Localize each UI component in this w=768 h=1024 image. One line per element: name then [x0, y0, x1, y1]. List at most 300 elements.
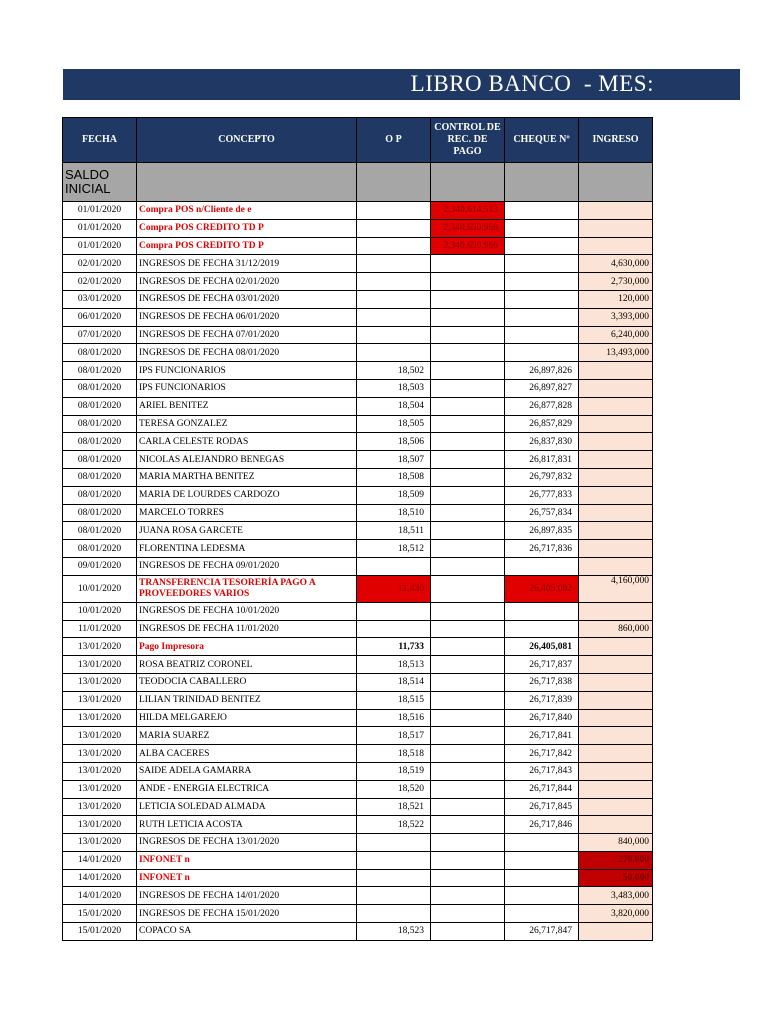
- cell-op: 18,506: [357, 433, 431, 451]
- cell-fecha: 14/01/2020: [63, 851, 137, 869]
- cell-control: [431, 433, 505, 451]
- cell-op: 18,504: [357, 397, 431, 415]
- cell-op: 18,514: [357, 673, 431, 691]
- cell-ingreso: [579, 727, 653, 745]
- cell-ingreso: [579, 202, 653, 220]
- cell-fecha: 01/01/2020: [63, 202, 137, 220]
- cell-ingreso: [579, 638, 653, 656]
- table-row: [63, 557, 653, 575]
- header-control: CONTROL DE REC. DE PAGO: [431, 118, 505, 163]
- cell-ingreso: 3,393,000: [579, 308, 653, 326]
- title-bar: [63, 69, 740, 100]
- cell-cheque: 26,405,081: [505, 638, 579, 656]
- cell-control: [431, 851, 505, 869]
- cell-cheque: 26,817,831: [505, 451, 579, 469]
- cell-op: 18,507: [357, 451, 431, 469]
- table-row: [63, 887, 653, 905]
- saldo-cell: [431, 163, 505, 202]
- cell-control: 2,340,630,966: [431, 237, 505, 255]
- table-row: [63, 905, 653, 923]
- cell-concepto: SAIDE ADELA GAMARRA: [137, 762, 357, 780]
- cell-fecha: 15/01/2020: [63, 905, 137, 923]
- cell-op: 18,519: [357, 762, 431, 780]
- cell-fecha: 13/01/2020: [63, 816, 137, 834]
- cell-concepto: TEODOCIA CABALLERO: [137, 673, 357, 691]
- cell-concepto: JUANA ROSA GARCETE: [137, 522, 357, 540]
- cell-control: [431, 486, 505, 504]
- cell-control: [431, 798, 505, 816]
- cell-concepto: INGRESOS DE FECHA 06/01/2020: [137, 308, 357, 326]
- cell-concepto: INGRESOS DE FECHA 03/01/2020: [137, 290, 357, 308]
- table-row: [63, 727, 653, 745]
- cell-concepto: ALBA CACERES: [137, 745, 357, 763]
- cell-concepto: IPS FUNCIONARIOS: [137, 362, 357, 380]
- cell-ingreso: [579, 379, 653, 397]
- cell-op: 18,523: [357, 923, 431, 941]
- cell-control: [431, 869, 505, 887]
- table-row: [63, 202, 653, 220]
- cell-cheque: 26,405,082: [505, 575, 579, 602]
- cell-fecha: 08/01/2020: [63, 362, 137, 380]
- table-row: [63, 869, 653, 887]
- cell-cheque: 26,717,844: [505, 780, 579, 798]
- cell-concepto: TRANSFERENCIA TESORERÍA PAGO A PROVEEDORES VARIOS: [137, 575, 357, 602]
- cell-ingreso: [579, 237, 653, 255]
- cell-op: [357, 237, 431, 255]
- cell-op: 18,513: [357, 656, 431, 674]
- cell-cheque: 26,857,829: [505, 415, 579, 433]
- cell-cheque: [505, 905, 579, 923]
- cell-concepto: INGRESOS DE FECHA 08/01/2020: [137, 344, 357, 362]
- cell-fecha: 08/01/2020: [63, 540, 137, 558]
- cell-cheque: 26,877,828: [505, 397, 579, 415]
- cell-control: [431, 273, 505, 291]
- table-row: [63, 656, 653, 674]
- cell-fecha: 13/01/2020: [63, 709, 137, 727]
- cell-concepto: INGRESOS DE FECHA 11/01/2020: [137, 620, 357, 638]
- cell-control: [431, 540, 505, 558]
- cell-control: [431, 923, 505, 941]
- cell-op: 18,502: [357, 362, 431, 380]
- table-row: [63, 255, 653, 273]
- table-row: [63, 834, 653, 852]
- cell-ingreso: 13,493,000: [579, 344, 653, 362]
- table-row: [63, 433, 653, 451]
- cell-control: 2,340,614,513: [431, 202, 505, 220]
- cell-concepto: FLORENTINA LEDESMA: [137, 540, 357, 558]
- table-row: [63, 673, 653, 691]
- cell-control: 2,340,630,958: [431, 219, 505, 237]
- cell-cheque: [505, 869, 579, 887]
- cell-op: [357, 202, 431, 220]
- cell-op: [357, 869, 431, 887]
- cell-op: 18,509: [357, 486, 431, 504]
- cell-control: [431, 638, 505, 656]
- cell-fecha: 10/01/2020: [63, 602, 137, 620]
- cell-control: [431, 691, 505, 709]
- table-row: [63, 504, 653, 522]
- cell-cheque: 26,837,830: [505, 433, 579, 451]
- cell-op: 18,510: [357, 504, 431, 522]
- cell-cheque: 26,797,832: [505, 468, 579, 486]
- cell-concepto: MARIA MARTHA BENITEZ: [137, 468, 357, 486]
- cell-cheque: 26,717,847: [505, 923, 579, 941]
- cell-concepto: INGRESOS DE FECHA 02/01/2020: [137, 273, 357, 291]
- cell-control: [431, 255, 505, 273]
- cell-op: 18,517: [357, 727, 431, 745]
- cell-ingreso: 3,483,000: [579, 887, 653, 905]
- cell-op: [357, 255, 431, 273]
- cell-ingreso: [579, 709, 653, 727]
- cell-op: [357, 344, 431, 362]
- cell-cheque: [505, 851, 579, 869]
- table-row: [63, 379, 653, 397]
- cell-fecha: 08/01/2020: [63, 379, 137, 397]
- cell-concepto: INFONET n: [137, 869, 357, 887]
- cell-control: [431, 379, 505, 397]
- cell-cheque: [505, 255, 579, 273]
- cell-concepto: RUTH LETICIA ACOSTA: [137, 816, 357, 834]
- cell-cheque: 26,717,842: [505, 745, 579, 763]
- cell-fecha: 13/01/2020: [63, 727, 137, 745]
- cell-op: 18,511: [357, 522, 431, 540]
- cell-concepto: COPACO SA: [137, 923, 357, 941]
- cell-ingreso: [579, 415, 653, 433]
- cell-control: [431, 602, 505, 620]
- cell-ingreso: 270,000: [579, 851, 653, 869]
- header-op: O P: [357, 118, 431, 163]
- cell-ingreso: 3,820,000: [579, 905, 653, 923]
- cell-concepto: Compra POS n/Cliente de e: [137, 202, 357, 220]
- cell-fecha: 09/01/2020: [63, 557, 137, 575]
- cell-cheque: 26,717,837: [505, 656, 579, 674]
- table-row: [63, 691, 653, 709]
- cell-op: [357, 557, 431, 575]
- ledger-body: [63, 163, 653, 941]
- cell-op: 18,503: [357, 379, 431, 397]
- cell-fecha: 06/01/2020: [63, 308, 137, 326]
- cell-concepto: HILDA MELGAREJO: [137, 709, 357, 727]
- cell-fecha: 08/01/2020: [63, 397, 137, 415]
- ledger-table: [62, 117, 653, 941]
- cell-op: [357, 308, 431, 326]
- table-row: [63, 468, 653, 486]
- cell-ingreso: [579, 433, 653, 451]
- table-row: [63, 486, 653, 504]
- cell-cheque: [505, 887, 579, 905]
- header-ingreso: INGRESO: [579, 118, 653, 163]
- table-row: [63, 620, 653, 638]
- cell-op: 18,522: [357, 816, 431, 834]
- table-row: [63, 745, 653, 763]
- header-fecha: FECHA: [63, 118, 137, 163]
- cell-op: 11,430: [357, 575, 431, 602]
- cell-fecha: 13/01/2020: [63, 762, 137, 780]
- cell-cheque: 26,717,845: [505, 798, 579, 816]
- cell-cheque: [505, 620, 579, 638]
- cell-fecha: 13/01/2020: [63, 691, 137, 709]
- cell-control: [431, 522, 505, 540]
- cell-concepto: TERESA GONZALEZ: [137, 415, 357, 433]
- cell-control: [431, 362, 505, 380]
- cell-concepto: INGRESOS DE FECHA 14/01/2020: [137, 887, 357, 905]
- table-row: [63, 798, 653, 816]
- table-row: [63, 638, 653, 656]
- cell-cheque: 26,777,833: [505, 486, 579, 504]
- cell-control: [431, 656, 505, 674]
- cell-control: [431, 468, 505, 486]
- cell-control: [431, 887, 505, 905]
- cell-fecha: 08/01/2020: [63, 486, 137, 504]
- cell-control: [431, 834, 505, 852]
- table-row: [63, 415, 653, 433]
- cell-fecha: 08/01/2020: [63, 522, 137, 540]
- cell-ingreso: [579, 816, 653, 834]
- cell-ingreso: 4,630,000: [579, 255, 653, 273]
- table-row: [63, 397, 653, 415]
- cell-concepto: Pago Impresora: [137, 638, 357, 656]
- cell-cheque: [505, 237, 579, 255]
- cell-op: [357, 602, 431, 620]
- cell-cheque: 26,717,839: [505, 691, 579, 709]
- cell-concepto: MARIA DE LOURDES CARDOZO: [137, 486, 357, 504]
- cell-ingreso: 4,160,000: [579, 575, 653, 602]
- cell-ingreso: 2,730,000: [579, 273, 653, 291]
- table-row: [63, 290, 653, 308]
- cell-cheque: [505, 219, 579, 237]
- cell-fecha: 02/01/2020: [63, 255, 137, 273]
- cell-op: 18,516: [357, 709, 431, 727]
- table-row: [63, 709, 653, 727]
- cell-concepto: MARIA SUAREZ: [137, 727, 357, 745]
- cell-op: [357, 290, 431, 308]
- table-row: [63, 575, 653, 602]
- cell-ingreso: [579, 557, 653, 575]
- cell-ingreso: [579, 486, 653, 504]
- cell-op: 18,515: [357, 691, 431, 709]
- cell-fecha: 13/01/2020: [63, 638, 137, 656]
- cell-fecha: 13/01/2020: [63, 780, 137, 798]
- cell-ingreso: [579, 504, 653, 522]
- table-row: [63, 273, 653, 291]
- cell-cheque: 26,897,835: [505, 522, 579, 540]
- cell-fecha: 08/01/2020: [63, 415, 137, 433]
- cell-ingreso: [579, 468, 653, 486]
- cell-concepto: INGRESOS DE FECHA 31/12/2019: [137, 255, 357, 273]
- cell-control: [431, 816, 505, 834]
- cell-fecha: 08/01/2020: [63, 504, 137, 522]
- cell-control: [431, 557, 505, 575]
- cell-ingreso: 860,000: [579, 620, 653, 638]
- saldo-cell: [137, 163, 357, 202]
- cell-cheque: 26,897,827: [505, 379, 579, 397]
- cell-fecha: 10/01/2020: [63, 575, 137, 602]
- cell-fecha: 08/01/2020: [63, 468, 137, 486]
- cell-op: 18,512: [357, 540, 431, 558]
- cell-op: 18,520: [357, 780, 431, 798]
- header-cheque: CHEQUE Nº: [505, 118, 579, 163]
- cell-concepto: ANDE - ENERGIA ELECTRICA: [137, 780, 357, 798]
- cell-op: [357, 620, 431, 638]
- cell-op: [357, 834, 431, 852]
- cell-ingreso: [579, 397, 653, 415]
- cell-cheque: 26,717,838: [505, 673, 579, 691]
- cell-concepto: INGRESOS DE FECHA 07/01/2020: [137, 326, 357, 344]
- cell-ingreso: [579, 798, 653, 816]
- cell-fecha: 14/01/2020: [63, 869, 137, 887]
- cell-op: [357, 326, 431, 344]
- cell-ingreso: 120,000: [579, 290, 653, 308]
- table-row: [63, 816, 653, 834]
- cell-fecha: 15/01/2020: [63, 923, 137, 941]
- cell-cheque: [505, 202, 579, 220]
- cell-ingreso: [579, 656, 653, 674]
- cell-fecha: 13/01/2020: [63, 656, 137, 674]
- cell-cheque: 26,717,836: [505, 540, 579, 558]
- cell-cheque: 26,717,840: [505, 709, 579, 727]
- table-row: [63, 923, 653, 941]
- cell-ingreso: [579, 362, 653, 380]
- cell-ingreso: [579, 602, 653, 620]
- table-row: [63, 344, 653, 362]
- cell-fecha: 13/01/2020: [63, 834, 137, 852]
- cell-ingreso: [579, 745, 653, 763]
- cell-cheque: [505, 326, 579, 344]
- cell-cheque: [505, 273, 579, 291]
- cell-op: [357, 219, 431, 237]
- cell-control: [431, 727, 505, 745]
- cell-ingreso: [579, 451, 653, 469]
- cell-ingreso: [579, 780, 653, 798]
- table-row: [63, 362, 653, 380]
- cell-control: [431, 745, 505, 763]
- cell-concepto: Compra POS CREDITO TD P: [137, 237, 357, 255]
- cell-control: [431, 308, 505, 326]
- cell-control: [431, 709, 505, 727]
- table-row: [63, 851, 653, 869]
- cell-ingreso: [579, 219, 653, 237]
- cell-control: [431, 504, 505, 522]
- table-row: [63, 308, 653, 326]
- cell-op: [357, 905, 431, 923]
- cell-cheque: [505, 290, 579, 308]
- cell-control: [431, 620, 505, 638]
- table-row: [63, 780, 653, 798]
- cell-cheque: 26,717,841: [505, 727, 579, 745]
- cell-concepto: LETICIA SOLEDAD ALMADA: [137, 798, 357, 816]
- saldo-cell: [357, 163, 431, 202]
- cell-cheque: [505, 834, 579, 852]
- cell-op: 18,521: [357, 798, 431, 816]
- cell-cheque: [505, 557, 579, 575]
- cell-ingreso: [579, 540, 653, 558]
- cell-ingreso: [579, 762, 653, 780]
- cell-concepto: NICOLAS ALEJANDRO BENEGAS: [137, 451, 357, 469]
- cell-op: [357, 887, 431, 905]
- cell-ingreso: [579, 673, 653, 691]
- cell-control: [431, 762, 505, 780]
- cell-cheque: 26,757,834: [505, 504, 579, 522]
- cell-concepto: MARCELO TORRES: [137, 504, 357, 522]
- saldo-inicial-row: [63, 163, 653, 202]
- cell-ingreso: [579, 923, 653, 941]
- cell-concepto: LILIAN TRINIDAD BENITEZ: [137, 691, 357, 709]
- cell-op: [357, 273, 431, 291]
- table-row: [63, 602, 653, 620]
- cell-control: [431, 326, 505, 344]
- cell-ingreso: [579, 522, 653, 540]
- cell-concepto: Compra POS CREDITO TD P: [137, 219, 357, 237]
- cell-concepto: INFONET n: [137, 851, 357, 869]
- table-row: [63, 762, 653, 780]
- cell-fecha: 13/01/2020: [63, 745, 137, 763]
- cell-concepto: INGRESOS DE FECHA 15/01/2020: [137, 905, 357, 923]
- cell-fecha: 11/01/2020: [63, 620, 137, 638]
- cell-ingreso: [579, 691, 653, 709]
- cell-ingreso: 50,000: [579, 869, 653, 887]
- cell-fecha: 08/01/2020: [63, 344, 137, 362]
- cell-ingreso: 6,240,000: [579, 326, 653, 344]
- cell-op: 18,505: [357, 415, 431, 433]
- saldo-cell: [579, 163, 653, 202]
- cell-fecha: 01/01/2020: [63, 219, 137, 237]
- cell-cheque: 26,897,826: [505, 362, 579, 380]
- cell-concepto: INGRESOS DE FECHA 09/01/2020: [137, 557, 357, 575]
- page-title: LIBRO BANCO - MES:: [410, 71, 654, 96]
- cell-op: 11,733: [357, 638, 431, 656]
- cell-fecha: 13/01/2020: [63, 673, 137, 691]
- cell-fecha: 08/01/2020: [63, 433, 137, 451]
- cell-cheque: [505, 344, 579, 362]
- table-row: [63, 451, 653, 469]
- cell-concepto: CARLA CELESTE RODAS: [137, 433, 357, 451]
- cell-cheque: 26,717,843: [505, 762, 579, 780]
- cell-control: [431, 575, 505, 602]
- cell-op: [357, 851, 431, 869]
- cell-concepto: INGRESOS DE FECHA 13/01/2020: [137, 834, 357, 852]
- saldo-cell: [505, 163, 579, 202]
- cell-fecha: 13/01/2020: [63, 798, 137, 816]
- cell-control: [431, 673, 505, 691]
- cell-fecha: 03/01/2020: [63, 290, 137, 308]
- table-row: [63, 237, 653, 255]
- cell-control: [431, 451, 505, 469]
- saldo-inicial-label: SALDO INICIAL: [63, 163, 137, 202]
- table-row: [63, 540, 653, 558]
- cell-control: [431, 344, 505, 362]
- cell-cheque: 26,717,846: [505, 816, 579, 834]
- cell-fecha: 02/01/2020: [63, 273, 137, 291]
- cell-control: [431, 397, 505, 415]
- table-row: [63, 522, 653, 540]
- cell-fecha: 01/01/2020: [63, 237, 137, 255]
- cell-control: [431, 780, 505, 798]
- cell-concepto: ROSA BEATRIZ CORONEL: [137, 656, 357, 674]
- cell-fecha: 14/01/2020: [63, 887, 137, 905]
- header-row: [63, 118, 653, 163]
- cell-op: 18,508: [357, 468, 431, 486]
- cell-concepto: ARIEL BENITEZ: [137, 397, 357, 415]
- cell-cheque: [505, 602, 579, 620]
- cell-concepto: IPS FUNCIONARIOS: [137, 379, 357, 397]
- table-row: [63, 219, 653, 237]
- cell-ingreso: 840,000: [579, 834, 653, 852]
- cell-control: [431, 905, 505, 923]
- table-row: [63, 326, 653, 344]
- header-concepto: CONCEPTO: [137, 118, 357, 163]
- cell-cheque: [505, 308, 579, 326]
- cell-fecha: 07/01/2020: [63, 326, 137, 344]
